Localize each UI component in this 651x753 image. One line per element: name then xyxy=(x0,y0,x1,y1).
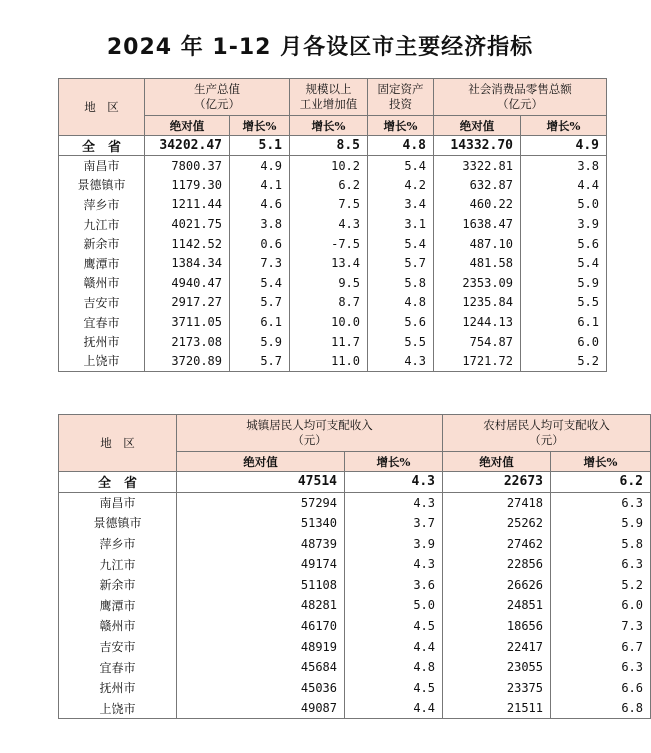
gdp_g-cell: 5.4 xyxy=(230,273,290,293)
economic-indicators-body xyxy=(59,136,607,372)
table-row xyxy=(59,273,607,293)
urban-cell: 49087 xyxy=(177,698,345,719)
table-row xyxy=(59,513,651,534)
inv_g-cell: 3.4 xyxy=(368,195,434,215)
retail_g-cell: 5.9 xyxy=(521,273,607,293)
rural-cell: 23375 xyxy=(443,677,551,698)
ind_g-cell: 8.7 xyxy=(290,293,368,313)
urban_g-cell: 4.8 xyxy=(345,657,443,678)
table-row-total xyxy=(59,472,651,493)
retail-cell: 460.22 xyxy=(434,195,521,215)
region-cell: 吉安市 xyxy=(59,293,145,313)
retail-cell: 1235.84 xyxy=(434,293,521,313)
table-row xyxy=(59,595,651,616)
urban-cell: 48281 xyxy=(177,595,345,616)
investment-growth-subheader: 增长% xyxy=(368,116,434,136)
urban_g-cell: 4.3 xyxy=(345,492,443,513)
rural-cell: 18656 xyxy=(443,616,551,637)
retail_g-cell: 4.9 xyxy=(521,136,607,156)
industry-header: 规模以上 工业增加值 xyxy=(290,79,368,116)
rural_g-cell: 6.7 xyxy=(551,636,651,657)
table-row xyxy=(59,657,651,678)
table-row xyxy=(59,214,607,234)
region-header-2: 地 区 xyxy=(59,415,177,472)
urban-abs-subheader: 绝对值 xyxy=(177,452,345,472)
income-table xyxy=(58,414,651,719)
gdp_g-cell: 5.9 xyxy=(230,332,290,352)
urban-cell: 49174 xyxy=(177,554,345,575)
ind_g-cell: 4.3 xyxy=(290,214,368,234)
rural-cell: 22673 xyxy=(443,472,551,493)
gdp-cell: 3720.89 xyxy=(145,351,230,371)
gdp-cell: 1142.52 xyxy=(145,234,230,254)
gdp-cell: 3711.05 xyxy=(145,312,230,332)
table-row xyxy=(59,574,651,595)
retail-cell: 1721.72 xyxy=(434,351,521,371)
gdp_g-cell: 4.1 xyxy=(230,175,290,195)
gdp-growth-subheader: 增长% xyxy=(230,116,290,136)
region-header: 地 区 xyxy=(59,79,145,136)
urban-cell: 48739 xyxy=(177,533,345,554)
rural_g-cell: 5.8 xyxy=(551,533,651,554)
retail-cell: 632.87 xyxy=(434,175,521,195)
gdp_g-cell: 4.9 xyxy=(230,156,290,176)
region-cell: 萍乡市 xyxy=(59,195,145,215)
urban-cell: 48919 xyxy=(177,636,345,657)
ind_g-cell: 13.4 xyxy=(290,253,368,273)
urban-growth-subheader: 增长% xyxy=(345,452,443,472)
table-row xyxy=(59,533,651,554)
gdp-abs-subheader: 绝对值 xyxy=(145,116,230,136)
region-cell: 赣州市 xyxy=(59,273,145,293)
retail_g-cell: 5.0 xyxy=(521,195,607,215)
rural_g-cell: 7.3 xyxy=(551,616,651,637)
inv_g-cell: 4.3 xyxy=(368,351,434,371)
rural-abs-subheader: 绝对值 xyxy=(443,452,551,472)
rural-cell: 25262 xyxy=(443,513,551,534)
rural_g-cell: 5.2 xyxy=(551,574,651,595)
region-cell: 宜春市 xyxy=(59,312,145,332)
retail_g-cell: 6.0 xyxy=(521,332,607,352)
gdp_g-cell: 5.1 xyxy=(230,136,290,156)
inv_g-cell: 5.8 xyxy=(368,273,434,293)
retail-header: 社会消费品零售总额 （亿元） xyxy=(434,79,607,116)
region-cell: 抚州市 xyxy=(59,677,177,698)
region-cell: 宜春市 xyxy=(59,657,177,678)
rural-cell: 23055 xyxy=(443,657,551,678)
gdp_g-cell: 7.3 xyxy=(230,253,290,273)
gdp_g-cell: 6.1 xyxy=(230,312,290,332)
rural-cell: 27462 xyxy=(443,533,551,554)
retail_g-cell: 4.4 xyxy=(521,175,607,195)
table-row xyxy=(59,156,607,176)
table-row xyxy=(59,234,607,254)
region-cell: 九江市 xyxy=(59,214,145,234)
gdp-cell: 2917.27 xyxy=(145,293,230,313)
gdp-cell: 4940.47 xyxy=(145,273,230,293)
table-row xyxy=(59,554,651,575)
retail_g-cell: 5.4 xyxy=(521,253,607,273)
urban-cell: 51108 xyxy=(177,574,345,595)
inv_g-cell: 5.5 xyxy=(368,332,434,352)
table-row xyxy=(59,332,607,352)
gdp-header: 生产总值 （亿元） xyxy=(145,79,290,116)
region-cell: 鹰潭市 xyxy=(59,253,145,273)
gdp-cell: 4021.75 xyxy=(145,214,230,234)
rural_g-cell: 6.3 xyxy=(551,492,651,513)
rural_g-cell: 6.8 xyxy=(551,698,651,719)
region-cell: 景德镇市 xyxy=(59,175,145,195)
urban_g-cell: 4.4 xyxy=(345,636,443,657)
urban_g-cell: 5.0 xyxy=(345,595,443,616)
region-cell: 全 省 xyxy=(59,472,177,493)
table-row-total xyxy=(59,136,607,156)
rural_g-cell: 5.9 xyxy=(551,513,651,534)
ind_g-cell: 9.5 xyxy=(290,273,368,293)
table-row xyxy=(59,253,607,273)
ind_g-cell: 7.5 xyxy=(290,195,368,215)
inv_g-cell: 5.7 xyxy=(368,253,434,273)
rural_g-cell: 6.3 xyxy=(551,657,651,678)
urban_g-cell: 4.5 xyxy=(345,616,443,637)
region-cell: 上饶市 xyxy=(59,698,177,719)
urban_g-cell: 3.7 xyxy=(345,513,443,534)
gdp_g-cell: 5.7 xyxy=(230,293,290,313)
urban_g-cell: 4.3 xyxy=(345,554,443,575)
retail_g-cell: 6.1 xyxy=(521,312,607,332)
rural-cell: 26626 xyxy=(443,574,551,595)
gdp-cell: 2173.08 xyxy=(145,332,230,352)
region-cell: 九江市 xyxy=(59,554,177,575)
ind_g-cell: 8.5 xyxy=(290,136,368,156)
retail-cell: 3322.81 xyxy=(434,156,521,176)
urban-cell: 45036 xyxy=(177,677,345,698)
table-row xyxy=(59,293,607,313)
retail-cell: 481.58 xyxy=(434,253,521,273)
rural-cell: 27418 xyxy=(443,492,551,513)
gdp-cell: 1384.34 xyxy=(145,253,230,273)
urban_g-cell: 4.3 xyxy=(345,472,443,493)
table-row xyxy=(59,636,651,657)
inv_g-cell: 3.1 xyxy=(368,214,434,234)
inv_g-cell: 4.8 xyxy=(368,136,434,156)
rural-cell: 21511 xyxy=(443,698,551,719)
rural-income-header: 农村居民人均可支配收入 （元） xyxy=(443,415,651,452)
retail_g-cell: 5.2 xyxy=(521,351,607,371)
inv_g-cell: 4.2 xyxy=(368,175,434,195)
urban-cell: 51340 xyxy=(177,513,345,534)
gdp_g-cell: 5.7 xyxy=(230,351,290,371)
page-title: 2024 年 1-12 月各设区市主要经济指标 xyxy=(106,35,534,60)
gdp_g-cell: 0.6 xyxy=(230,234,290,254)
gdp_g-cell: 4.6 xyxy=(230,195,290,215)
rural_g-cell: 6.6 xyxy=(551,677,651,698)
ind_g-cell: -7.5 xyxy=(290,234,368,254)
region-cell: 鹰潭市 xyxy=(59,595,177,616)
rural-cell: 22417 xyxy=(443,636,551,657)
table-row xyxy=(59,698,651,719)
income-body xyxy=(59,472,651,719)
rural-cell: 24851 xyxy=(443,595,551,616)
urban-cell: 46170 xyxy=(177,616,345,637)
table-row xyxy=(59,175,607,195)
gdp-cell: 1179.30 xyxy=(145,175,230,195)
region-cell: 抚州市 xyxy=(59,332,145,352)
table-row xyxy=(59,351,607,371)
region-cell: 南昌市 xyxy=(59,492,177,513)
region-cell: 新余市 xyxy=(59,234,145,254)
retail-cell: 754.87 xyxy=(434,332,521,352)
urban-cell: 47514 xyxy=(177,472,345,493)
retail-cell: 1638.47 xyxy=(434,214,521,234)
table-row xyxy=(59,195,607,215)
ind_g-cell: 11.7 xyxy=(290,332,368,352)
gdp_g-cell: 3.8 xyxy=(230,214,290,234)
retail-cell: 1244.13 xyxy=(434,312,521,332)
urban_g-cell: 3.6 xyxy=(345,574,443,595)
retail-cell: 487.10 xyxy=(434,234,521,254)
rural_g-cell: 6.0 xyxy=(551,595,651,616)
table-row xyxy=(59,616,651,637)
ind_g-cell: 10.0 xyxy=(290,312,368,332)
retail_g-cell: 3.8 xyxy=(521,156,607,176)
inv_g-cell: 4.8 xyxy=(368,293,434,313)
ind_g-cell: 11.0 xyxy=(290,351,368,371)
rural-growth-subheader: 增长% xyxy=(551,452,651,472)
ind_g-cell: 6.2 xyxy=(290,175,368,195)
region-cell: 新余市 xyxy=(59,574,177,595)
retail_g-cell: 5.6 xyxy=(521,234,607,254)
region-cell: 全 省 xyxy=(59,136,145,156)
region-cell: 南昌市 xyxy=(59,156,145,176)
investment-header: 固定资产 投资 xyxy=(368,79,434,116)
table-row xyxy=(59,492,651,513)
industry-growth-subheader: 增长% xyxy=(290,116,368,136)
urban-cell: 45684 xyxy=(177,657,345,678)
urban_g-cell: 4.5 xyxy=(345,677,443,698)
urban_g-cell: 3.9 xyxy=(345,533,443,554)
retail-growth-subheader: 增长% xyxy=(521,116,607,136)
retail_g-cell: 5.5 xyxy=(521,293,607,313)
inv_g-cell: 5.4 xyxy=(368,156,434,176)
table-row xyxy=(59,312,607,332)
rural_g-cell: 6.3 xyxy=(551,554,651,575)
region-cell: 上饶市 xyxy=(59,351,145,371)
gdp-cell: 1211.44 xyxy=(145,195,230,215)
urban-cell: 57294 xyxy=(177,492,345,513)
table-row xyxy=(59,677,651,698)
region-cell: 吉安市 xyxy=(59,636,177,657)
gdp-cell: 34202.47 xyxy=(145,136,230,156)
urban_g-cell: 4.4 xyxy=(345,698,443,719)
retail-abs-subheader: 绝对值 xyxy=(434,116,521,136)
rural_g-cell: 6.2 xyxy=(551,472,651,493)
region-cell: 景德镇市 xyxy=(59,513,177,534)
retail-cell: 2353.09 xyxy=(434,273,521,293)
urban-income-header: 城镇居民人均可支配收入 （元） xyxy=(177,415,443,452)
ind_g-cell: 10.2 xyxy=(290,156,368,176)
inv_g-cell: 5.4 xyxy=(368,234,434,254)
inv_g-cell: 5.6 xyxy=(368,312,434,332)
retail-cell: 14332.70 xyxy=(434,136,521,156)
retail_g-cell: 3.9 xyxy=(521,214,607,234)
rural-cell: 22856 xyxy=(443,554,551,575)
region-cell: 萍乡市 xyxy=(59,533,177,554)
gdp-cell: 7800.37 xyxy=(145,156,230,176)
region-cell: 赣州市 xyxy=(59,616,177,637)
economic-indicators-table xyxy=(58,78,607,372)
